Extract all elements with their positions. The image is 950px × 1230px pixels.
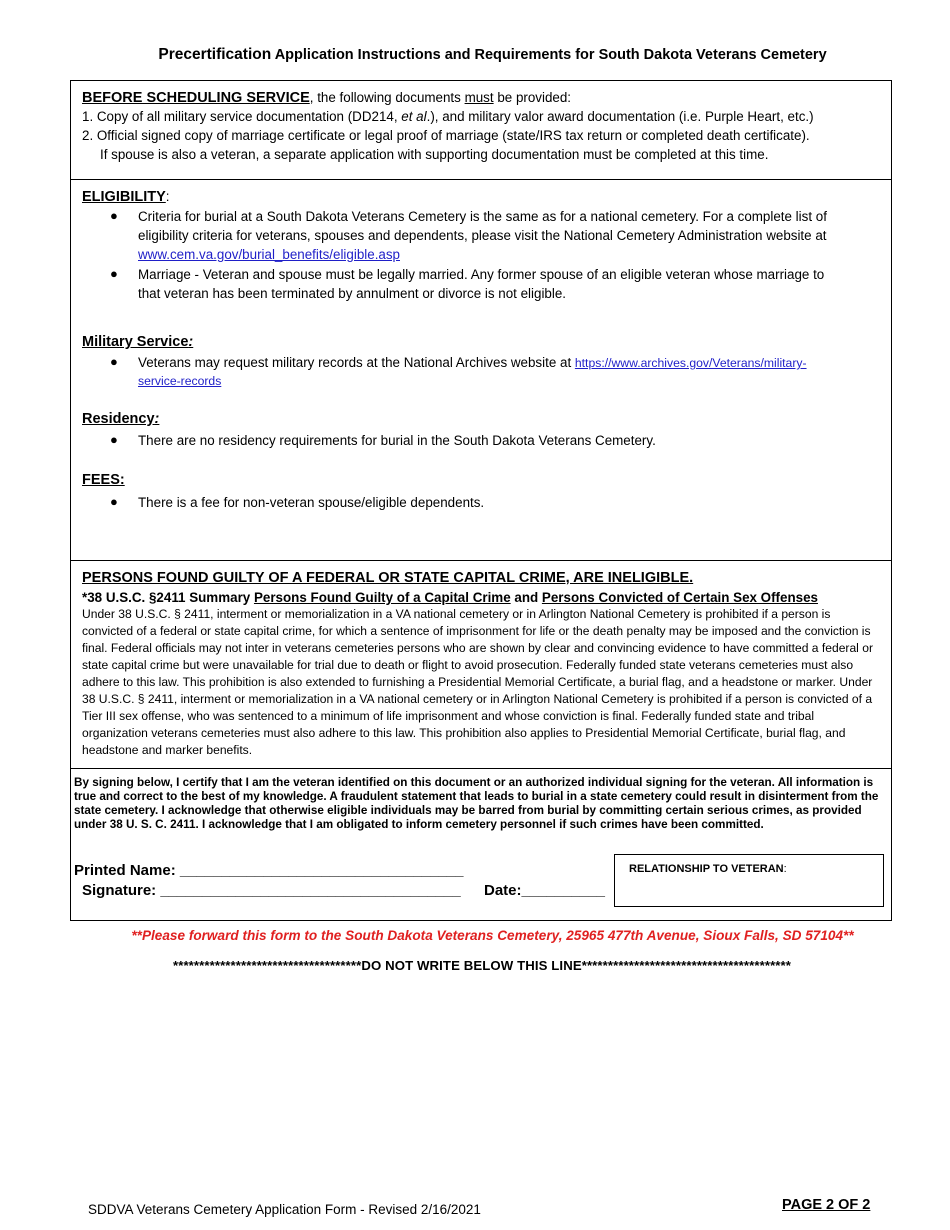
relationship-label bbox=[629, 863, 787, 875]
fees-heading-text: FEES: bbox=[82, 472, 125, 488]
relationship-colon: : bbox=[783, 863, 787, 875]
residency-heading-text: Residency bbox=[82, 411, 155, 427]
crime-sub-a: *38 U.S.C. §2411 Summary bbox=[82, 590, 254, 605]
military-b1 bbox=[138, 353, 807, 373]
certification-text: By signing below, I certify that I am the veteran identified on this document or an authorized individual signing for the veteran. All information is true and correct to the best of my knowledge. A fraudulent statement that leads to burial in a state cemetery could result in disinterment from the state cemetery. I acknowledge that otherwise eligible individuals may be barred from burial by committing certain serious crimes, as provided under 38 U. S. C. 2411. I acknowledge that I am obligated to inform cemetery personnel if such crimes have been committed. bbox=[74, 776, 879, 831]
eligibility-b2-l2: that veteran has been terminated by annulment or divorce is not eligible. bbox=[138, 286, 567, 301]
crime-heading bbox=[82, 568, 693, 588]
crime-sub-u1: Persons Found Guilty of a Capital Crime bbox=[253, 590, 511, 605]
archives-link-part2[interactable]: service-records bbox=[138, 374, 222, 388]
before-item-2: 2. Official signed copy of marriage certificate or legal proof of marriage (state/IRS tax return or completed death certificate). bbox=[82, 128, 810, 143]
archives-link-part1[interactable]: https://www.archives.gov/Veterans/military- bbox=[574, 356, 807, 370]
signature-field[interactable]: Signature: ____________________________________ bbox=[82, 882, 461, 899]
residency-heading bbox=[82, 409, 159, 429]
eligibility-b1-l1: Criteria for burial at a South Dakota Veterans Cemetery is the same as for a national cemetery. For a complete list of bbox=[138, 209, 827, 224]
before-intro-must: must bbox=[464, 90, 494, 105]
military-link-cont[interactable] bbox=[138, 372, 221, 391]
bullet-icon: ● bbox=[110, 432, 118, 447]
crime-body: Under 38 U.S.C. § 2411, interment or memorialization in a VA national cemetery or in Arlington National Cemetery is prohibited if a person is convicted of a federal or state capital crime, for which a sentence of imprisonment for life or the death penalty may be imposed and the conviction is final. Federal officials may not inter in veterans cemeteries persons who are shown by clear and convincing evidence to have committed a federal or state capital crime but were unavailable for trial due to death or flight to avoid prosecution. Federally funded state veterans cemeteries must also adhere to this law. This prohibition is also extended to furnishing a Presidential Memorial Certificate, a burial flag, and a headstone or marker. Under 38 U.S.C. § 2411, interment or memorialization in a VA national cemetery or in Arlington National Cemetery is prohibited if a person is convicted of a Tier III sex offense, who was sentenced to a minimum of life imprisonment and whose conviction is final. Federally funded state and tribal organization veterans cemeteries must also adhere to this law. This prohibition also applies to Presidential Memorial Certificate, burial flag, and headstone and marker benefits. bbox=[82, 607, 873, 757]
fees-b1: There is a fee for non-veteran spouse/eligible dependents. bbox=[138, 495, 485, 510]
before-heading: BEFORE SCHEDULING SERVICE bbox=[82, 90, 310, 106]
bullet-icon: ● bbox=[110, 208, 118, 223]
eligibility-link-anchor[interactable]: www.cem.va.gov/burial_benefits/eligible.asp bbox=[138, 247, 400, 262]
relationship-label-text: RELATIONSHIP TO VETERAN bbox=[629, 863, 784, 875]
crime-sub-and: and bbox=[510, 590, 542, 605]
eligibility-b1-l2: eligibility criteria for veterans, spouses and dependents, please visit the National Cemetery Administration website at bbox=[138, 228, 827, 243]
before-item-1 bbox=[82, 107, 814, 126]
item1-etal: et al bbox=[401, 109, 427, 124]
footer-page-number: PAGE 2 OF 2 bbox=[782, 1197, 871, 1213]
item1-b: .), and military valor award documentation (i.e. Purple Heart, etc.) bbox=[426, 109, 814, 124]
relationship-field[interactable] bbox=[614, 854, 884, 907]
bullet-icon: ● bbox=[110, 354, 118, 369]
crime-heading-text: PERSONS FOUND GUILTY OF A FEDERAL OR STATE CAPITAL CRIME, ARE INELIGIBLE. bbox=[82, 570, 694, 586]
eligibility-heading-text: ELIGIBILITY bbox=[82, 189, 166, 205]
item1-a: 1. Copy of all military service documentation (DD214, bbox=[82, 109, 402, 124]
bullet-icon: ● bbox=[110, 494, 118, 509]
residency-colon: : bbox=[154, 411, 160, 427]
before-intro bbox=[82, 88, 571, 108]
page-title bbox=[0, 46, 950, 64]
eligibility-link[interactable] bbox=[138, 245, 400, 264]
before-intro-b: be provided: bbox=[493, 90, 572, 105]
do-not-write-line: ************************************DO NOT WRITE BELOW THIS LINE**************************************** bbox=[172, 958, 792, 973]
title-lead: Precertification bbox=[158, 46, 272, 63]
military-b1-text: Veterans may request military records at the National Archives website at bbox=[138, 355, 575, 370]
title-rest: Application Instructions and Requirements for South Dakota Veterans Cemetery bbox=[271, 47, 827, 63]
military-colon: : bbox=[188, 334, 194, 350]
date-field[interactable]: Date:__________ bbox=[484, 882, 605, 899]
eligibility-colon: : bbox=[165, 189, 170, 204]
crime-sub-u2: Persons Convicted of Certain Sex Offenses bbox=[541, 590, 818, 605]
before-intro-a: , the following documents bbox=[309, 90, 465, 105]
forward-instructions: **Please forward this form to the South Dakota Veterans Cemetery, 25965 477th Avenue, Sioux Falls, SD 57104** bbox=[131, 928, 854, 943]
military-heading bbox=[82, 332, 193, 352]
eligibility-heading bbox=[82, 187, 170, 207]
fees-heading bbox=[82, 470, 125, 490]
crime-subheading bbox=[82, 588, 818, 607]
before-item-2-cont: If spouse is also a veteran, a separate application with supporting documentation must be completed at this time. bbox=[100, 147, 769, 162]
footer-form-name: SDDVA Veterans Cemetery Application Form - Revised 2/16/2021 bbox=[88, 1202, 481, 1217]
military-heading-text: Military Service bbox=[82, 334, 189, 350]
eligibility-b2-l1: Marriage - Veteran and spouse must be legally married. Any former spouse of an eligible veteran whose marriage to bbox=[138, 267, 825, 282]
printed-name-field[interactable]: Printed Name: __________________________________ bbox=[74, 862, 464, 879]
residency-b1: There are no residency requirements for burial in the South Dakota Veterans Cemetery. bbox=[138, 433, 656, 448]
bullet-icon: ● bbox=[110, 266, 118, 281]
